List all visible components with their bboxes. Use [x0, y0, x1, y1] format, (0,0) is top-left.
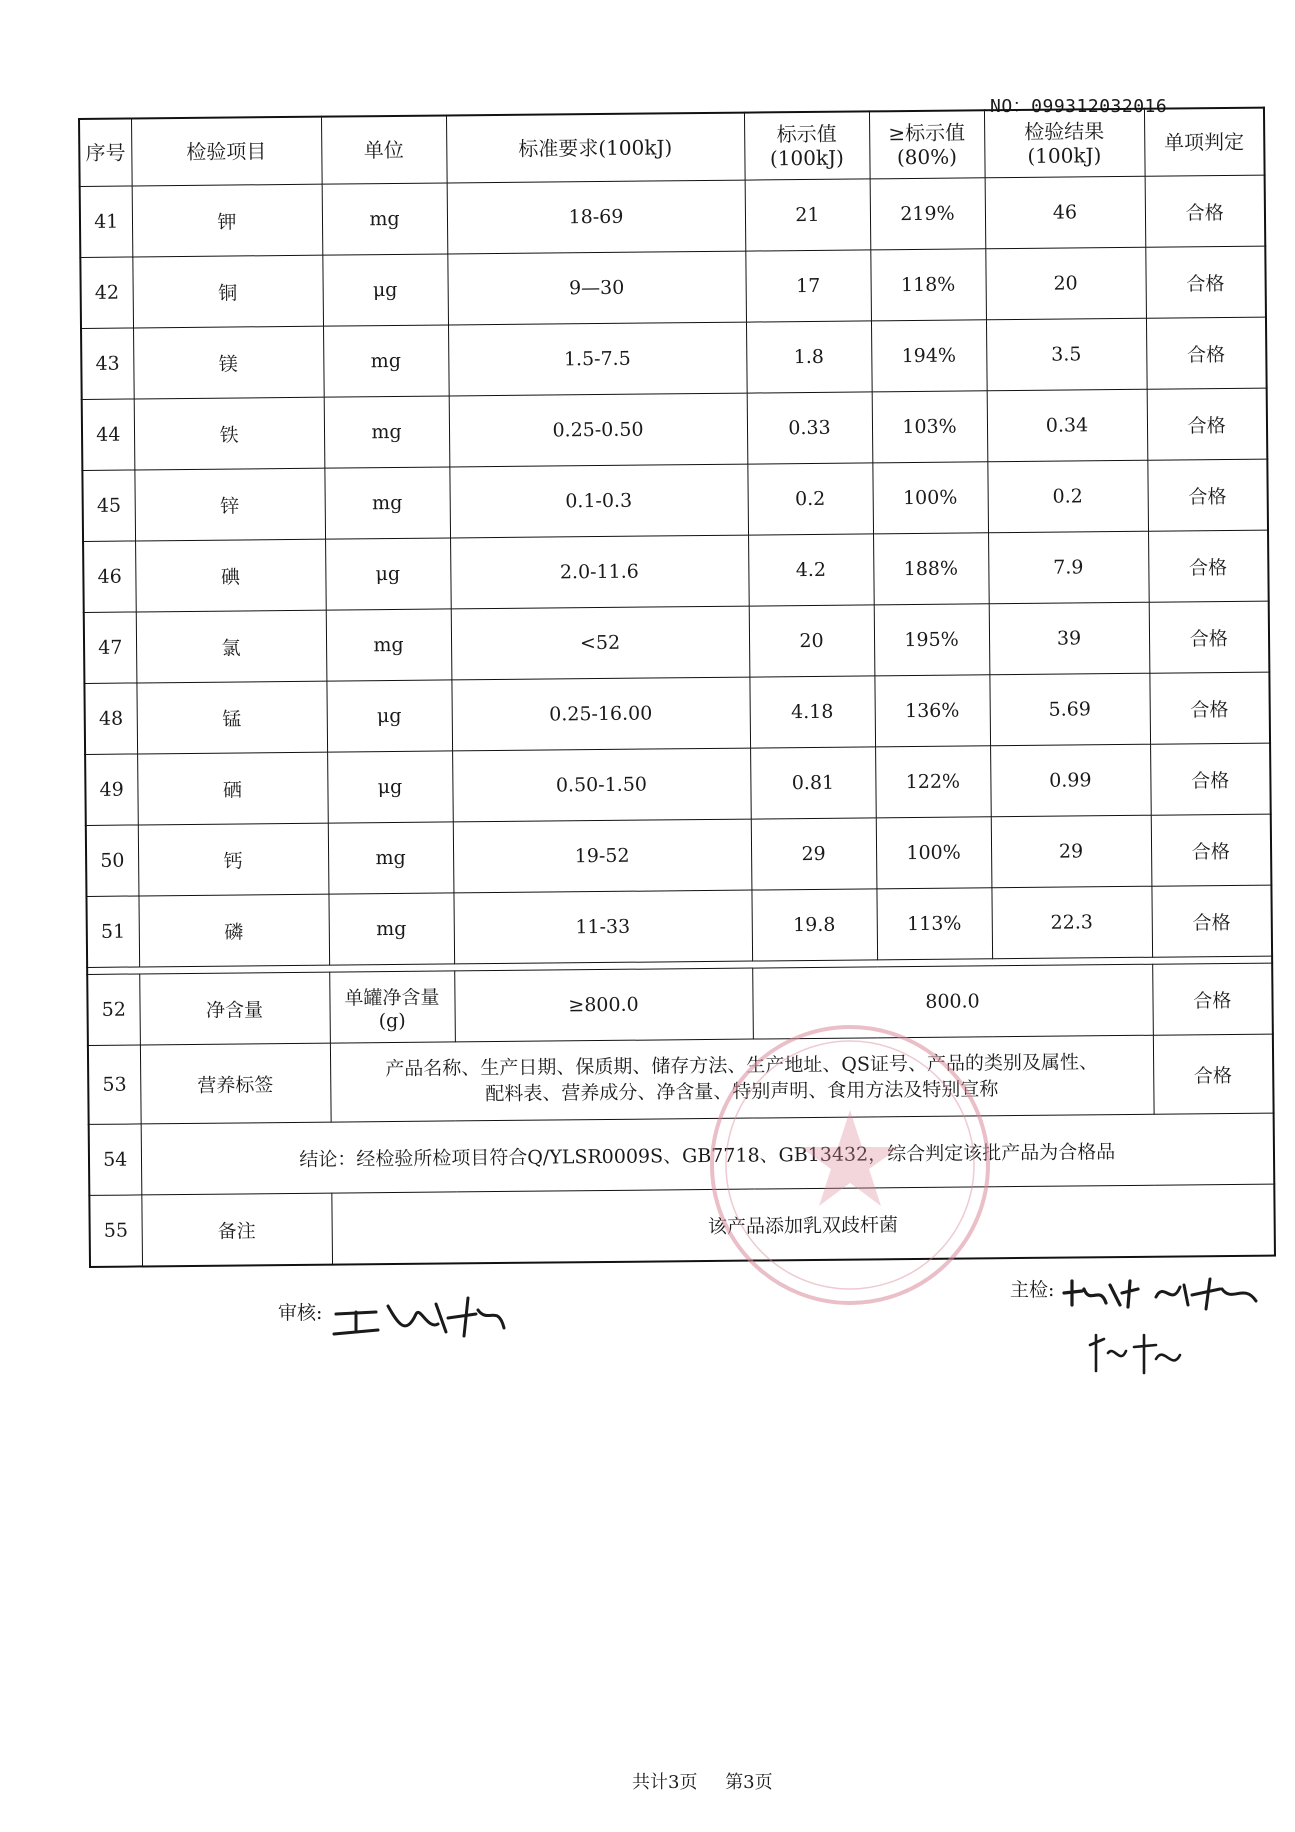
- review-signature-block: [278, 1284, 508, 1344]
- header-label-value: [744, 111, 870, 180]
- header-item: 检验项目: [131, 117, 322, 186]
- row-no: 41: [80, 186, 133, 257]
- row-label-value: 19.8: [751, 889, 877, 961]
- header-result: [984, 109, 1145, 178]
- row-item: 钙: [138, 823, 329, 896]
- remark-label: 备注: [141, 1193, 332, 1266]
- row-unit: μg: [322, 254, 448, 326]
- review-signature: [328, 1284, 508, 1344]
- table-row: [84, 601, 1270, 683]
- main-inspector-signatures: [1060, 1275, 1270, 1385]
- row-no: 47: [84, 612, 137, 683]
- row-label-value: 4.18: [749, 676, 875, 748]
- header-label-value-line1: 标示值: [776, 121, 837, 147]
- row-item: 碘: [135, 539, 326, 612]
- row-label-value: 20: [749, 605, 875, 677]
- row-ratio: 113%: [876, 888, 992, 960]
- row-result: 800.0: [752, 964, 1153, 1039]
- row-unit: μg: [326, 680, 452, 752]
- row-standard: 18-69: [447, 180, 746, 254]
- row-result: 3.5: [986, 318, 1147, 391]
- row-standard: 0.25-16.00: [451, 677, 750, 751]
- row-item: 镁: [133, 326, 324, 399]
- main-label: 主检:: [1010, 1279, 1055, 1301]
- main-inspector-signature-block: [1010, 1275, 1270, 1385]
- row-item: 硒: [137, 752, 328, 825]
- row-ratio: 103%: [872, 391, 988, 463]
- row-item: 铜: [132, 255, 323, 328]
- row-item: 磷: [138, 894, 329, 967]
- row-unit: mg: [324, 396, 450, 468]
- row-item: 氯: [136, 610, 327, 683]
- row-result: 7.9: [988, 531, 1149, 604]
- remark-text: 该产品添加乳双歧杆菌: [331, 1184, 1275, 1265]
- row-item: 锰: [136, 681, 327, 754]
- header-unit: 单位: [321, 115, 447, 184]
- header-ratio-line2: (80%): [896, 144, 958, 170]
- row-unit: mg: [328, 822, 454, 894]
- row-unit: mg: [326, 609, 452, 681]
- row-no: 52: [87, 974, 140, 1045]
- row-standard: 11-33: [453, 890, 752, 964]
- row-no: 49: [85, 754, 138, 825]
- table-row: [86, 814, 1272, 896]
- header-standard: 标准要求(100kJ): [446, 113, 745, 183]
- table-row: [84, 672, 1270, 754]
- row-judgement: 合格: [1149, 672, 1270, 744]
- label-content-line2: 配料表、营养成分、净含量、特别声明、食用方法及特别宣称: [485, 1078, 999, 1106]
- row-unit: μg: [327, 751, 453, 823]
- row-judgement: 合格: [1151, 885, 1272, 957]
- footer-total-pages: 共计3页: [632, 1772, 698, 1793]
- row-judgement: 合格: [1152, 963, 1273, 1035]
- row-unit: mg: [323, 325, 449, 397]
- row-judgement: 合格: [1150, 743, 1271, 815]
- row-no: 42: [80, 257, 133, 328]
- table-row-nutrition-label: [88, 1034, 1274, 1124]
- row-ratio: 194%: [871, 320, 987, 392]
- table-header-row: [79, 108, 1265, 187]
- table-row: [86, 885, 1272, 967]
- row-no: 43: [81, 328, 134, 399]
- row-ratio: 118%: [870, 249, 986, 321]
- row-judgement: 合格: [1149, 601, 1270, 673]
- row-result: 46: [985, 176, 1146, 249]
- row-ratio: 122%: [875, 746, 991, 818]
- header-ratio-line1: ≥标示值: [888, 120, 966, 146]
- row-standard: 1.5-7.5: [448, 322, 747, 396]
- row-label-content: [330, 1035, 1154, 1122]
- review-label: 审核:: [278, 1302, 323, 1324]
- sub-item-line2: (g): [378, 1009, 406, 1032]
- row-ratio: 100%: [876, 817, 992, 889]
- table-row: [81, 317, 1267, 399]
- row-label-value: 1.8: [746, 321, 872, 393]
- table-row-net-content: [87, 963, 1273, 1045]
- row-judgement: 合格: [1145, 175, 1266, 247]
- row-standard: <52: [451, 606, 750, 680]
- inspection-table-sheet: [78, 107, 1274, 1268]
- row-result: 29: [991, 815, 1152, 888]
- row-no: 46: [83, 541, 136, 612]
- row-item: 营养标签: [140, 1043, 331, 1124]
- row-standard: 9—30: [447, 251, 746, 325]
- header-no: 序号: [79, 118, 132, 186]
- row-standard: 2.0-11.6: [450, 535, 749, 609]
- row-result: 20: [985, 247, 1146, 320]
- row-unit: μg: [325, 538, 451, 610]
- row-no: 51: [86, 896, 139, 967]
- row-result: 39: [989, 602, 1150, 675]
- row-item: 铁: [134, 397, 325, 470]
- row-no: 48: [84, 683, 137, 754]
- row-unit: mg: [328, 893, 454, 965]
- row-unit: mg: [322, 183, 448, 255]
- table-row: [83, 530, 1269, 612]
- row-judgement: 合格: [1145, 246, 1266, 318]
- table-row: [85, 743, 1271, 825]
- table-row-conclusion: [89, 1113, 1275, 1195]
- row-result: 0.99: [990, 744, 1151, 817]
- label-content-line1: 产品名称、生产日期、保质期、储存方法、生产地址、QS证号、产品的类别及属性、: [385, 1051, 1099, 1081]
- row-no: 55: [89, 1195, 142, 1267]
- table-body: [80, 175, 1272, 967]
- row-ratio: 195%: [874, 604, 990, 676]
- report-number: NO：099312032016: [990, 96, 1168, 117]
- row-label-value: 0.81: [750, 747, 876, 819]
- header-result-line2: (100kJ): [1027, 143, 1102, 168]
- row-standard: 0.50-1.50: [452, 748, 751, 822]
- row-no: 53: [88, 1045, 141, 1124]
- table-row: [82, 459, 1268, 541]
- row-judgement: 合格: [1151, 814, 1272, 886]
- row-result: 0.34: [987, 389, 1148, 462]
- row-result: 0.2: [987, 460, 1148, 533]
- row-item: 净含量: [139, 972, 330, 1045]
- row-no: 50: [86, 825, 139, 896]
- row-ratio: 219%: [870, 178, 986, 250]
- row-standard: ≥800.0: [454, 968, 753, 1042]
- row-no: 45: [82, 470, 135, 541]
- row-ratio: 136%: [874, 675, 990, 747]
- row-result: 5.69: [989, 673, 1150, 746]
- row-label-value: 21: [745, 179, 871, 251]
- inspection-table: [78, 107, 1276, 1268]
- row-ratio: 100%: [872, 462, 988, 534]
- table-row: [82, 388, 1268, 470]
- row-standard: 19-52: [453, 819, 752, 893]
- row-no: 44: [82, 399, 135, 470]
- table-row-remark: [89, 1184, 1275, 1267]
- row-label-value: 17: [745, 250, 871, 322]
- row-label-value: 0.33: [747, 392, 873, 464]
- table-row: [80, 246, 1266, 328]
- row-result: 22.3: [991, 886, 1152, 959]
- sub-item-line1: 单罐净含量: [344, 986, 440, 1009]
- row-label-value: 0.2: [747, 463, 873, 535]
- header-result-line1: 检验结果: [1024, 119, 1105, 144]
- header-judgement: 单项判定: [1144, 108, 1265, 177]
- row-label-value: 4.2: [748, 534, 874, 606]
- footer-page-number: 第3页: [725, 1772, 773, 1793]
- header-label-value-line2: (100kJ): [769, 145, 844, 171]
- table-row: [80, 175, 1266, 257]
- row-item: 钾: [132, 184, 323, 257]
- row-unit: mg: [324, 467, 450, 539]
- row-no: 54: [89, 1124, 142, 1195]
- row-judgement: 合格: [1147, 388, 1268, 460]
- row-standard: 0.1-0.3: [449, 464, 748, 538]
- row-sub-item: [329, 971, 455, 1043]
- row-item: 锌: [134, 468, 325, 541]
- row-label-value: 29: [751, 818, 877, 890]
- row-standard: 0.25-0.50: [449, 393, 748, 467]
- row-judgement: 合格: [1148, 530, 1269, 602]
- conclusion-text: 结论：经检验所检项目符合Q/YLSR0009S、GB7718、GB13432，综合判定该批产品为合格品: [141, 1113, 1275, 1195]
- row-judgement: 合格: [1146, 317, 1267, 389]
- page-footer: [632, 1768, 773, 1794]
- row-judgement: 合格: [1147, 459, 1268, 531]
- header-ratio: [869, 110, 985, 179]
- row-ratio: 188%: [873, 533, 989, 605]
- row-judgement: 合格: [1153, 1034, 1274, 1114]
